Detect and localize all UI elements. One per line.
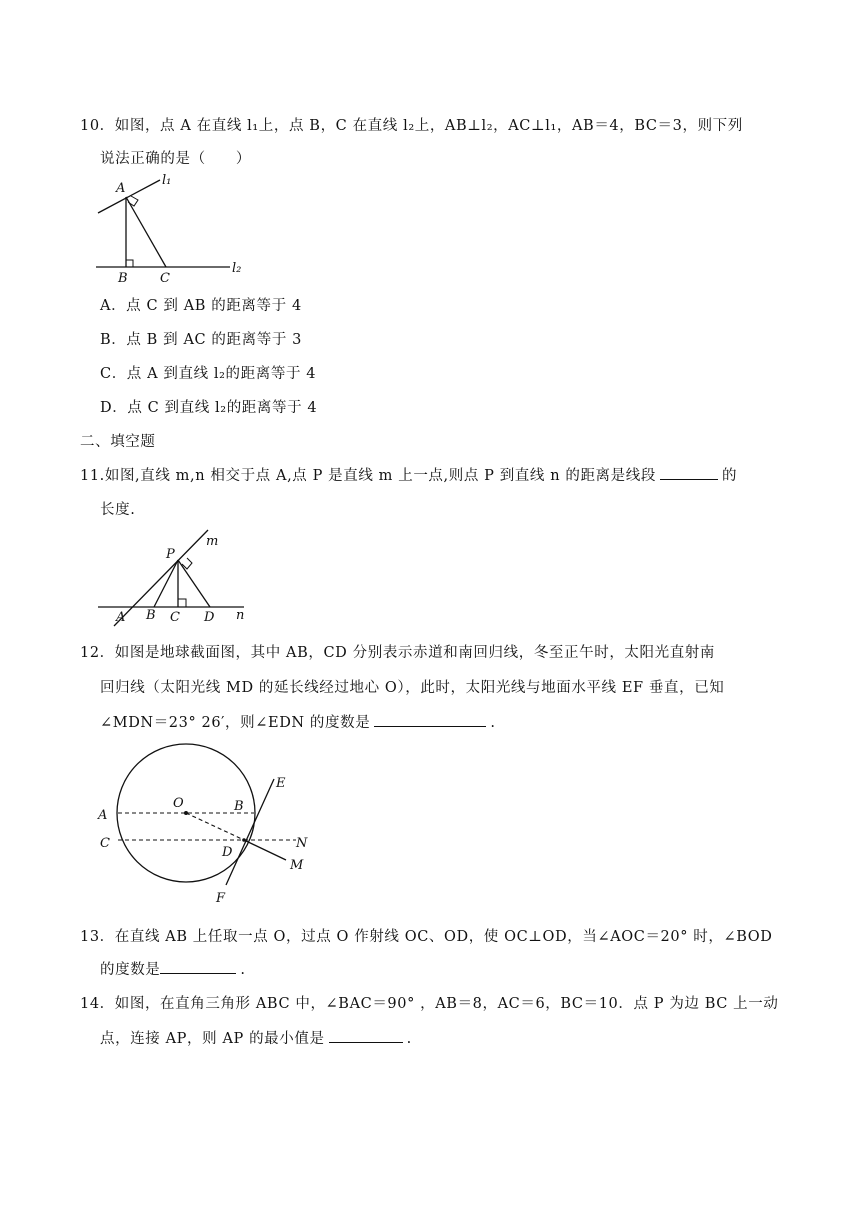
right-angle-mark-b [126, 260, 133, 267]
q10-option-b: B．点 B 到 AC 的距离等于 3 [100, 332, 302, 348]
segment-ac [126, 197, 166, 267]
segment-pd [178, 560, 210, 607]
label-m: M [290, 858, 304, 873]
q12-stem-line1: 12．如图是地球截面图，其中 AB，CD 分别表示赤道和南回归线，冬至正午时，太阳光直射南 [80, 645, 716, 661]
q13-stem-line2 [100, 958, 246, 979]
label-f: F [216, 891, 226, 906]
label-a: A [116, 610, 126, 625]
center-o-dot [184, 811, 188, 815]
q11-stem-line2: 长度. [100, 502, 136, 518]
q10-option-a: A．点 C 到 AB 的距离等于 4 [100, 298, 302, 314]
label-n: n [236, 608, 245, 623]
right-angle-mark-c [178, 599, 186, 607]
q10-option-d: D．点 C 到直线 l₂的距离等于 4 [100, 400, 318, 416]
label-e: E [276, 776, 286, 791]
label-c: C [170, 610, 180, 625]
q12-stem-line3-pre: ∠MDN＝23° 26′，则∠EDN 的度数是 [100, 715, 371, 731]
label-p: P [166, 547, 175, 562]
label-d: D [222, 845, 233, 860]
segment-od [186, 813, 244, 840]
line-m [114, 530, 208, 626]
q13-stem-line1: 13．在直线 AB 上任取一点 O，过点 O 作射线 OC、OD，使 OC⊥OD，当∠AOC＝20° 时，∠BOD [80, 929, 773, 945]
label-n: N [296, 836, 308, 851]
label-b: B [146, 608, 156, 623]
segment-pb [154, 560, 178, 607]
q10-stem-line1: 10．如图，点 A 在直线 l₁上，点 B，C 在直线 l₂上，AB⊥l₂，AC⊥l₁，AB＝4，BC＝3，则下列 [80, 118, 743, 134]
q11-answer-blank[interactable] [660, 465, 718, 480]
q14-stem-line2-pre: 点，连接 AP，则 AP 的最小值是 [100, 1031, 325, 1047]
label-a: A [98, 808, 108, 823]
label-c: C [100, 836, 110, 851]
q14-stem-line2-post: . [406, 1031, 412, 1047]
line-ef [226, 779, 274, 885]
q12-stem-line2: 回归线（太阳光线 MD 的延长线经过地心 O），此时，太阳光线与地面水平线 EF 垂直，已知 [100, 680, 725, 696]
q11-stem-line1 [80, 464, 737, 485]
right-angle-mark-a [128, 196, 138, 206]
point-d-dot [242, 838, 246, 842]
q13-stem-line2-post: . [240, 962, 246, 978]
section-title: 二、填空题 [80, 434, 156, 450]
q14-stem-line1: 14．如图，在直角三角形 ABC 中，∠BAC＝90° ，AB＝8，AC＝6，BC＝10．点 P 为边 BC 上一动 [80, 996, 779, 1012]
q13-stem-line2-pre: 的度数是 [100, 962, 161, 978]
q13-answer-blank[interactable] [160, 959, 236, 974]
line-l1 [98, 180, 160, 213]
label-o: O [173, 796, 184, 811]
q14-answer-blank[interactable] [329, 1028, 403, 1043]
q10-figure [90, 170, 260, 290]
label-a: A [116, 181, 126, 196]
q11-figure [96, 526, 266, 626]
label-m: m [206, 534, 219, 549]
label-d: D [204, 610, 215, 625]
segment-dm [244, 840, 286, 860]
label-l2: l₂ [232, 261, 242, 276]
label-l1: l₁ [162, 173, 172, 188]
q11-stem-line1-pre: 11.如图,直线 m,n 相交于点 A,点 P 是直线 m 上一点,则点 P 到直线 n 的距离是线段 [80, 468, 656, 484]
q14-stem-line2 [100, 1027, 412, 1048]
q12-stem-line3 [100, 711, 496, 732]
q12-stem-line3-post: . [490, 715, 496, 731]
label-b: B [234, 799, 244, 814]
q12-answer-blank[interactable] [374, 712, 486, 727]
label-c: C [160, 271, 170, 286]
q10-option-c: C．点 A 到直线 l₂的距离等于 4 [100, 366, 317, 382]
label-b: B [118, 271, 128, 286]
q11-stem-line1-post: 的 [721, 468, 738, 484]
q12-figure [96, 745, 336, 910]
q10-stem-line2: 说法正确的是（ ） [100, 151, 251, 167]
